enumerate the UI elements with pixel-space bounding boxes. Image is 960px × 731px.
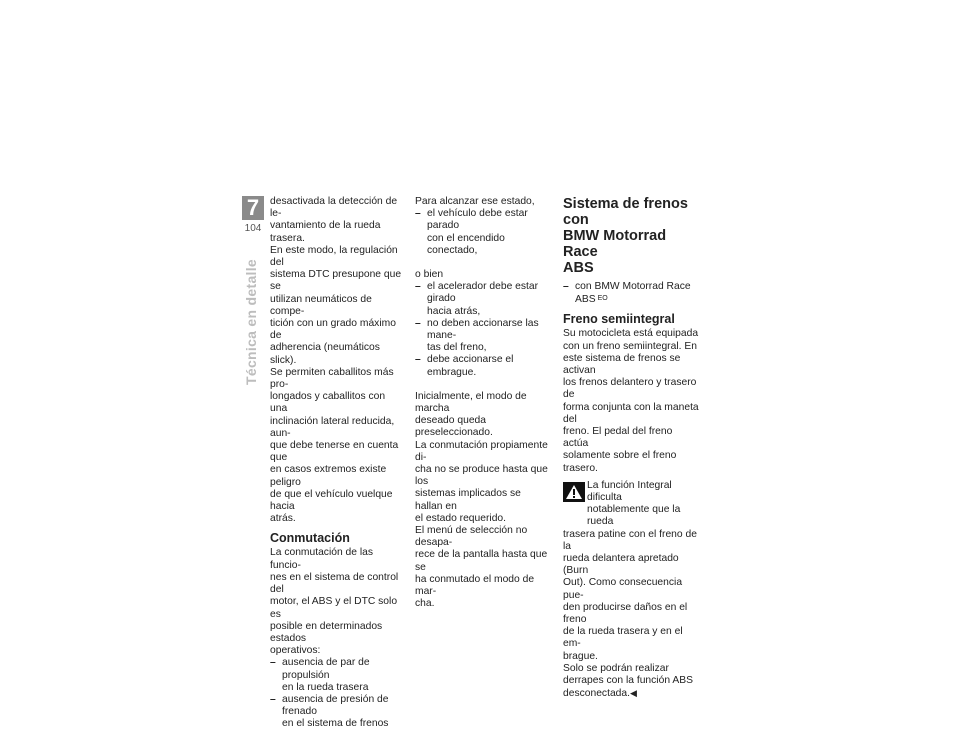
end-of-section-marker: ◀ (629, 688, 637, 699)
bullet-list-equipment (563, 281, 699, 306)
text-line: longados y caballitos con una (270, 391, 386, 415)
text-line: La función Integral dificulta (587, 479, 672, 504)
page-number: 104 (244, 223, 262, 234)
text-line: sistemas implicados se hallan en (415, 488, 521, 512)
section-heading-freno-semiintegral: Freno semiintegral (563, 312, 675, 327)
heading-line: Sistema de frenos con (563, 196, 688, 228)
list-item (563, 281, 699, 306)
text-line: derrapes con la función ABS (563, 675, 693, 687)
text-line: ha conmutado el modo de mar- (415, 573, 535, 598)
list-item (415, 281, 549, 318)
text-line: notablemente que la rueda (587, 504, 681, 528)
text-column-3 (563, 196, 699, 701)
text-line: – debe accionarse el embrague. (427, 354, 514, 378)
paragraph-semiintegral (563, 328, 699, 474)
text-line (575, 293, 699, 306)
text-line: posible en determinados estados (270, 620, 383, 644)
text-line: – con BMW Motorrad Race (575, 281, 691, 292)
section-heading-abs (563, 196, 699, 276)
text-line: La conmutación de las funcio- (270, 547, 374, 571)
list-item (270, 657, 405, 694)
text-line: – el acelerador debe estar girado (427, 281, 539, 305)
text-line: El menú de selección no desapa- (415, 525, 528, 549)
text-line: desactivada la detección de le- (270, 196, 398, 220)
bullet-list-state-a (415, 208, 549, 257)
warning-note (563, 480, 699, 529)
text-line: – ausencia de presión de frenado (282, 693, 389, 718)
text-line: el estado requerido. (415, 512, 507, 524)
text-line: inclinación lateral reducida, aun- (270, 415, 395, 439)
bullet-list-state-b (415, 281, 549, 379)
list-item (415, 318, 549, 355)
text-line: con el encendido conectado, (427, 232, 505, 256)
chapter-number-tab: 7 (242, 196, 264, 220)
text-line: Su motocicleta está equipada (563, 328, 699, 340)
text-line: freno. El pedal del freno actúa (563, 426, 673, 450)
text-line: en el sistema de frenos (282, 718, 389, 730)
text-line: operativos: (270, 645, 321, 657)
text-line: utilizan neumáticos de compe- (270, 293, 372, 317)
text-line: forma conjunta con la maneta del (563, 401, 699, 425)
text-last: desconectada. (563, 688, 630, 700)
text-line: Out). Como consecuencia pue- (563, 577, 683, 601)
text-line: brague. (563, 650, 598, 662)
text-line: vantamiento de la rueda trasera. (270, 220, 381, 244)
text-line: Solo se podrán realizar (563, 662, 669, 674)
paragraph-conmutacion (270, 547, 405, 657)
text-line: solamente sobre el freno trasero. (563, 450, 677, 474)
chapter-title-vertical: Técnica en detalle (243, 258, 259, 385)
bullet-list-conditions (270, 657, 405, 730)
text-line: hacia atrás, (427, 305, 481, 317)
text-line: Para alcanzar ese estado, (415, 196, 535, 207)
optional-equipment-badge: EO (597, 295, 608, 303)
text-column-1 (270, 196, 405, 731)
text-line: nes en el sistema de control del (270, 571, 399, 596)
text-line: los frenos delantero y trasero de (563, 377, 697, 401)
text-line: este sistema de frenos se activan (563, 352, 681, 377)
paragraph-mode-switch (415, 391, 549, 611)
text-line: trasera patine con el freno de la (563, 528, 697, 552)
heading-line: BMW Motorrad Race (563, 228, 667, 260)
list-item (270, 694, 405, 731)
text-line: en casos extremos existe peligro (270, 464, 387, 488)
text-line (563, 687, 699, 700)
text-line: tición con un grado máximo de (270, 318, 396, 342)
text-line: de que el vehículo vuelque hacia (270, 488, 393, 513)
text-line: En este modo, la regulación del (270, 244, 398, 269)
text-line: en la rueda trasera (282, 681, 369, 693)
text-line: deseado queda preseleccionado. (415, 415, 493, 439)
list-item (415, 208, 549, 257)
warning-continuation (563, 529, 699, 701)
text-line: cha. (415, 598, 435, 610)
list-item (415, 354, 549, 378)
warning-triangle-icon (563, 482, 585, 502)
text-line: de la rueda trasera y en el em- (563, 626, 683, 650)
text-line: adherencia (neumáticos slick). (270, 342, 380, 366)
text-line: rece de la pantalla hasta que se (415, 549, 548, 573)
text-line: den producirse daños en el freno (563, 601, 688, 626)
text-line: tas del freno, (427, 342, 487, 354)
text-line: motor, el ABS y el DTC solo es (270, 596, 398, 620)
paragraph-dtc-mode (270, 196, 405, 525)
text-line: que debe tenerse en cuenta que (270, 440, 399, 464)
section-heading-conmutacion: Conmutación (270, 531, 350, 546)
text-line: Se permiten caballitos más pro- (270, 366, 394, 391)
text-line: – no deben accionarse las mane- (427, 317, 539, 342)
heading-line: ABS (563, 260, 594, 276)
text-column-2 (415, 196, 549, 611)
text-line: atrás. (270, 513, 296, 525)
text-line: La conmutación propiamente di- (415, 439, 548, 463)
text-line: cha no se produce hasta que los (415, 464, 548, 488)
text-line: Inicialmente, el modo de marcha (415, 390, 527, 415)
text-line: – el vehículo debe estar parado (427, 208, 528, 232)
text-line: rueda delantera apretado (Burn (563, 553, 679, 577)
text-line: – ausencia de par de propulsión (282, 657, 370, 681)
text-line: con un freno semiintegral. En (563, 340, 697, 352)
text-line: sistema DTC presupone que se (270, 269, 402, 293)
text-line-or: o bien (415, 269, 444, 281)
text-abs: ABS (575, 294, 596, 306)
